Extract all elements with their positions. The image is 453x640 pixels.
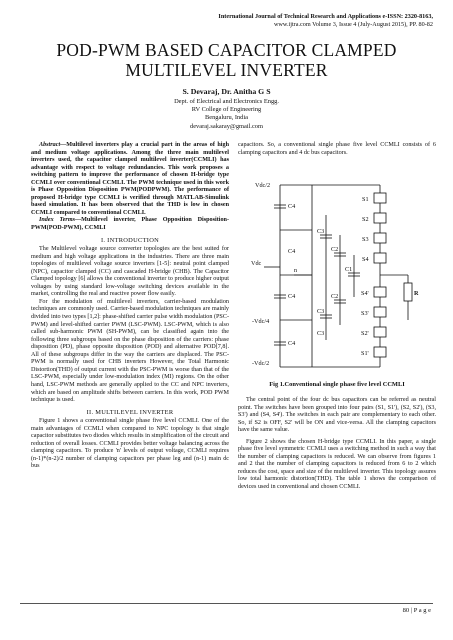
label-s1p: S1' <box>361 350 369 357</box>
journal-name: International Journal of Technical Research and Applications e-ISSN: 2320-8163, <box>218 13 433 20</box>
section-heading-intro: I. INTRODUCTION <box>100 236 160 244</box>
label-c4a: C4 <box>288 203 296 210</box>
right-column-top <box>238 142 436 157</box>
right-paragraph-2: Figure 2 shows the chosen H-bridge type CCMLI. In this paper, a single phase five level symmetric CCMLI uses a switching method in such a way that the number of clamping capacitors is reduced. We can observe from figures 1 and 2 that the number of clamping capacitors is reduced from 6 to 2 which reduces the cost, space and size of the multilevel inverter. This topology assures low total harmonic distortion(THD). The table 1 shows the comparison of devices used in conventional and chosen CCMLI. <box>238 438 436 491</box>
right-top-paragraph: capacitors. So, a conventional single phase five level CCMLI consists of 6 clamping capacitors and 4 dc bus capacitors. <box>238 142 436 156</box>
index-terms <box>31 217 229 232</box>
paper-title <box>0 40 453 80</box>
section-heading-multilevel: II. MULTILEVEL INVERTER <box>86 408 174 416</box>
label-node-n: n <box>294 267 298 274</box>
figure-caption: Fig 1.Conventional single phase five level CCMLI <box>269 381 405 388</box>
affiliation <box>0 98 453 131</box>
label-c1: C1 <box>345 266 353 273</box>
label-c4b: C4 <box>288 293 296 300</box>
right-paragraph-1: The central point of the four dc bus capacitors can be referred as neutral point. The switches have been grouped into four pairs (S1, S1'), (S2, S2'), (S3, S3') and (S4, S4'). The switches in each pair are complementary to each other. So, if S2 is OFF, S2' will be ON and vice-versa. All the clamping capacitors have the same value. <box>238 397 436 434</box>
label-c3a: C3 <box>317 228 325 235</box>
label-c3b: C3 <box>317 308 325 315</box>
label-s4p: S4' <box>361 290 369 297</box>
label-s2: S2 <box>362 216 369 223</box>
journal-header <box>218 13 433 29</box>
index-terms-text: Multilevel inverter, Phase Opposition Disposition- PWM(POD-PWM), CCMLI <box>31 217 229 232</box>
label-c4d: C4 <box>288 248 296 255</box>
label-s3: S3 <box>362 236 369 243</box>
label-vdc: Vdc <box>251 260 262 267</box>
affil-dept: Dept. of Electrical and Electronics Engg. <box>174 98 279 105</box>
abstract-text: Multilevel inverters play a crucial part in the areas of high and medium voltage applications. Among the three main multilevel inverters used, the capacitor clamped multilevel inverter(CCMLI) has advantage with respect to voltage redundancies. This work proposes a switching pattern to improve the performance of chosen H-bridge type CCMLI over conventional CCMLI. The PWM technique used in this work is Phase Opposition Disposition PWM(PODPWM). The performance of proposed H-bridge type CCMLI is verified through MATLAB-Simulink based simulation. It has been observed that the THD is low in chosen CCMLI compared to conventional CCMLI. <box>31 142 229 216</box>
affil-college: RV College of Engineering <box>191 106 262 114</box>
label-c4c: C4 <box>288 340 296 347</box>
label-r: R <box>414 290 419 297</box>
abstract <box>31 142 229 217</box>
circuit-figure <box>250 175 426 375</box>
label-vdc2-top: Vdc/2 <box>255 182 271 189</box>
affil-city: Bengaluru, India <box>205 114 248 122</box>
index-terms-label: Index Terms— <box>39 217 82 224</box>
intro-paragraph-1: The Multilevel voltage source converter topologies are the best suited for medium and high voltage applications in the industries. There are three main topologies of multilevel voltage source inverters [1-5]: neutral point clamped (NPC), capacitor clamped (CC) and cascaded H-bridge (CHB). The Capacitor Clamped topology [6] allows the conventional inverter to produce higher output voltages by using standard low-voltage switching devices available in the market, controlling the real and reactive power flow easily. <box>31 246 229 298</box>
label-s3p: S3' <box>361 310 369 317</box>
label-neg-vdc4: -Vdc/4 <box>252 318 270 325</box>
intro-paragraph-2: For the modulation of multilevel inverters, carrier-based modulation techniques are commonly used. Carrier-based modulation techniques are mainly divided into two types [1,2]: phase-shifted carrier pulse width modulation (PSC-PWM) and level-shifted carrier PWM (LSC-PWM). LSC-PWM, which is also called sub-harmonic PWM (SH-PWM), can be classified again into the following three subgroups based on the phase disposition of the carriers: phase disposition (PD), phase opposite disposition (POD) and alternative POD[7,8]. All of these subgroups differ in the way the carriers are displaced. The PSC-PWM is normally used for CHB inverters However, the Total Harmonic Distortion(THD) of output current with the PSC-PWM is worse than that of the LSC-PWM, especially under low-modulation index (MI) regions. On the other hand, LSC-PWM methods are generally applied to the CC and NPC inverters, which are based on amplitude shifts between carriers. In this work, POD PWM technique is used. <box>31 298 229 404</box>
label-c2b: C2 <box>331 293 339 300</box>
label-s1: S1 <box>362 196 369 203</box>
affil-email: devaraj.sakaray@gmail.com <box>190 122 263 130</box>
label-s4: S4 <box>362 256 369 263</box>
title-line-2: MULTILEVEL INVERTER <box>125 60 328 80</box>
authors: S. Devaraj, Dr. Anitha G S <box>182 87 271 96</box>
right-column-bottom <box>238 397 436 492</box>
page-number: 80 | P a g e <box>402 607 431 614</box>
footer-rule <box>20 603 433 604</box>
label-neg-vdc2: -Vdc/2 <box>252 360 270 367</box>
left-column <box>31 142 229 471</box>
abstract-label: Abstract— <box>39 142 67 148</box>
label-s2p: S2' <box>361 330 369 337</box>
label-c2a: C2 <box>331 246 339 253</box>
title-line-1: POD-PWM BASED CAPACITOR CLAMPED <box>56 40 397 60</box>
multilevel-paragraph-1: Figure 1 shows a conventional single phase five level CCMLI. One of the main advantages of CCMLI when compared to NPC topology is that single capacitor substitutes two diodes which results in simplification of the circuit and reduction of overall losses. CCMLI provides better voltage balancing across the clamping capacitors. To produce 'n' levels of output voltage, CCMLI requires (n-1)*(n-2)/2 number of clamping capacitors per phase leg and (n-1) main dc bus <box>31 418 229 470</box>
label-c3c: C3 <box>317 330 325 337</box>
journal-issue: www.ijtra.com Volume 3, Issue 4 (July-August 2015), PP. 80-82 <box>273 20 433 28</box>
